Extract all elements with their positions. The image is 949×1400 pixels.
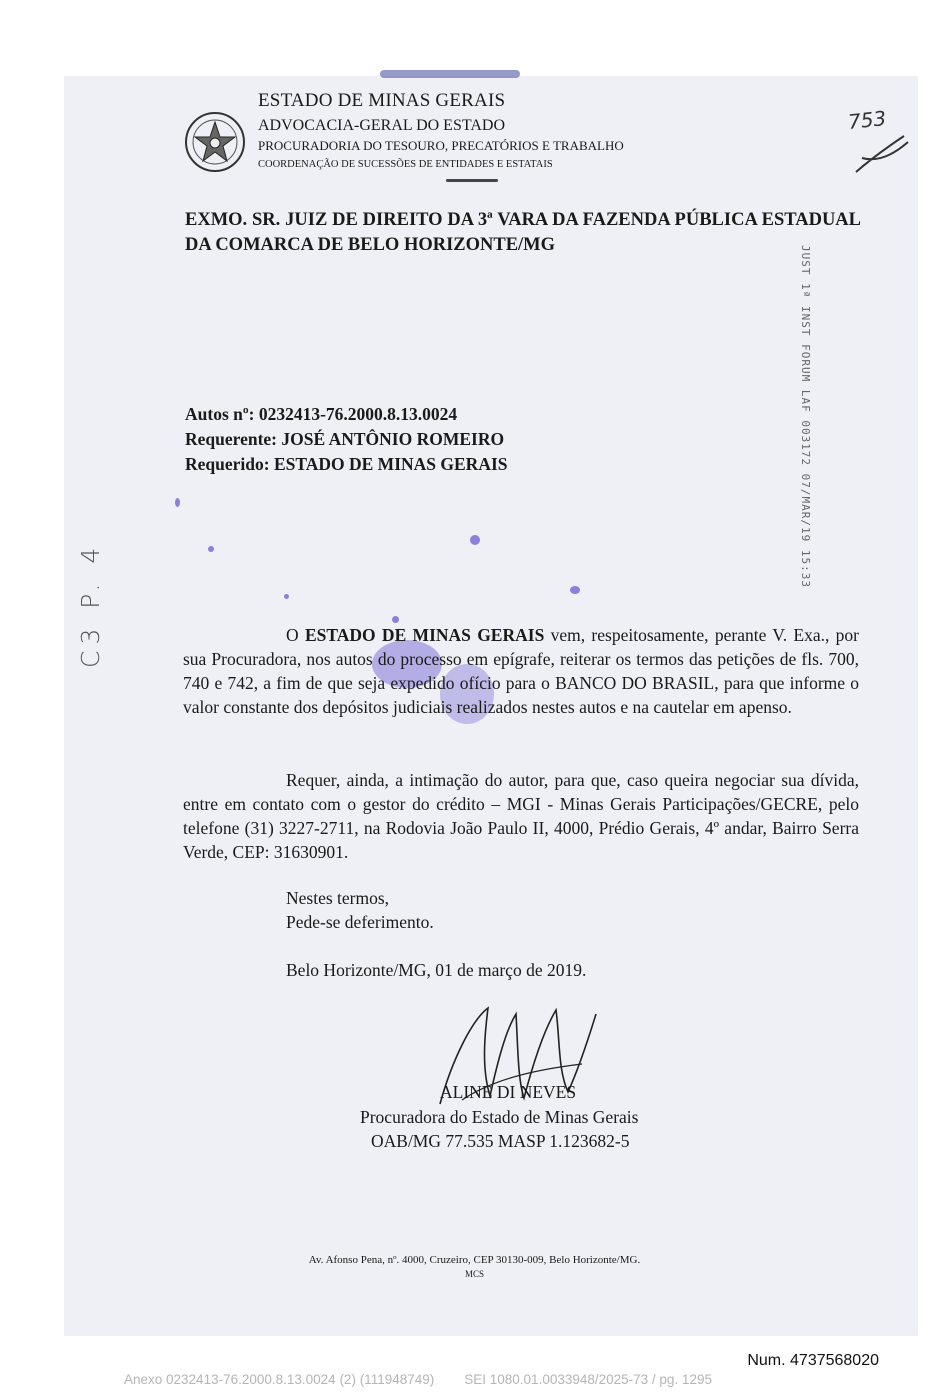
side-handwritten-mark: C3 P. 4 (76, 541, 105, 668)
case-number (185, 404, 457, 425)
top-ink-mark (380, 70, 520, 78)
header-unit: COORDENAÇÃO DE SUCESSÕES DE ENTIDADES E ESTATAIS (258, 159, 553, 170)
case-requerido (185, 454, 508, 475)
signer-registration: OAB/MG 77.535 MASP 1.123682-5 (371, 1131, 630, 1151)
ink-spot (208, 546, 214, 552)
footer-address: Av. Afonso Pena, nº. 4000, Cruzeiro, CEP 30130-009, Belo Horizonte/MG. (308, 1254, 641, 1266)
ink-spot (470, 535, 480, 545)
paragraph-1-text: vem, respeitosamente, perante V. Exa., por sua Procuradora, nos autos do processo em epígrafe, reiterar os termos das petições de fls. 700, 740 e 742, a fim de que seja expedido ofício para o BANCO DO BRASIL, para que informe o valor constante dos depósitos judiciais realizados nestes autos e na cautelar em apenso. (183, 625, 859, 717)
receipt-stamp: JUST 1ª INST FORUM LAF 003172 07/MAR/19 15:33 (799, 245, 812, 589)
case-number-value: 0232413-76.2000.8.13.0024 (258, 404, 458, 424)
ink-spot (570, 586, 580, 594)
paragraph-1-bold: ESTADO DE MINAS GERAIS (304, 625, 545, 645)
header-state: ESTADO DE MINAS GERAIS (258, 90, 506, 111)
header-division: PROCURADORIA DO TESOURO, PRECATÓRIOS E TRABALHO (258, 138, 624, 153)
paragraph-1-lead: O (286, 625, 305, 645)
header-underline (446, 179, 498, 182)
signer-name: ALINE DI NEVES (440, 1082, 577, 1102)
case-number-label: Autos nº: (185, 404, 255, 424)
case-requerente (185, 429, 504, 450)
addressee: EXMO. SR. JUIZ DE DIREITO DA 3ª VARA DA FAZENDA PÚBLICA ESTADUAL DA COMARCA DE BELO HORIZONTE/MG (185, 210, 861, 255)
attachment-reference: Anexo 0232413-76.2000.8.13.0024 (2) (111948749) SEI 1080.01.0033948/2025-73 / pg. 1295 (124, 1372, 712, 1387)
document-number: Num. 4737568020 (747, 1352, 879, 1369)
paragraph-2 (183, 768, 859, 864)
signer-title: Procuradora do Estado de Minas Gerais (360, 1107, 639, 1127)
paragraph-1 (183, 623, 859, 719)
requerido-value: ESTADO DE MINAS GERAIS (273, 454, 508, 474)
ink-spot (175, 498, 180, 507)
header-agency: ADVOCACIA-GERAL DO ESTADO (258, 117, 505, 134)
paragraph-2-text: Requer, ainda, a intimação do autor, para que, caso queira negociar sua dívida, entre em contato com o gestor do crédito – MGI - Minas Gerais Participações/GECRE, pelo telefone (31) 3227-2711, na Rodovia João Paulo II, 4000, Prédio Gerais, 4º andar, Bairro Serra Verde, CEP: 31630901. (183, 770, 859, 862)
place-date: Belo Horizonte/MG, 01 de março de 2019. (286, 960, 587, 980)
coat-of-arms-icon (183, 110, 247, 174)
ink-spot (392, 616, 399, 623)
closing-line-1: Nestes termos, (286, 888, 390, 908)
requerente-value: JOSÉ ANTÔNIO ROMEIRO (281, 429, 505, 449)
handwritten-rubric-icon (852, 128, 914, 176)
footer-initials: MCS (464, 1269, 484, 1279)
closing-line-2: Pede-se deferimento. (286, 912, 434, 932)
ink-spot (284, 594, 289, 599)
requerente-label: Requerente: (185, 429, 278, 449)
handwritten-page-number: 753 (846, 106, 888, 134)
requerido-label: Requerido: (185, 454, 270, 474)
